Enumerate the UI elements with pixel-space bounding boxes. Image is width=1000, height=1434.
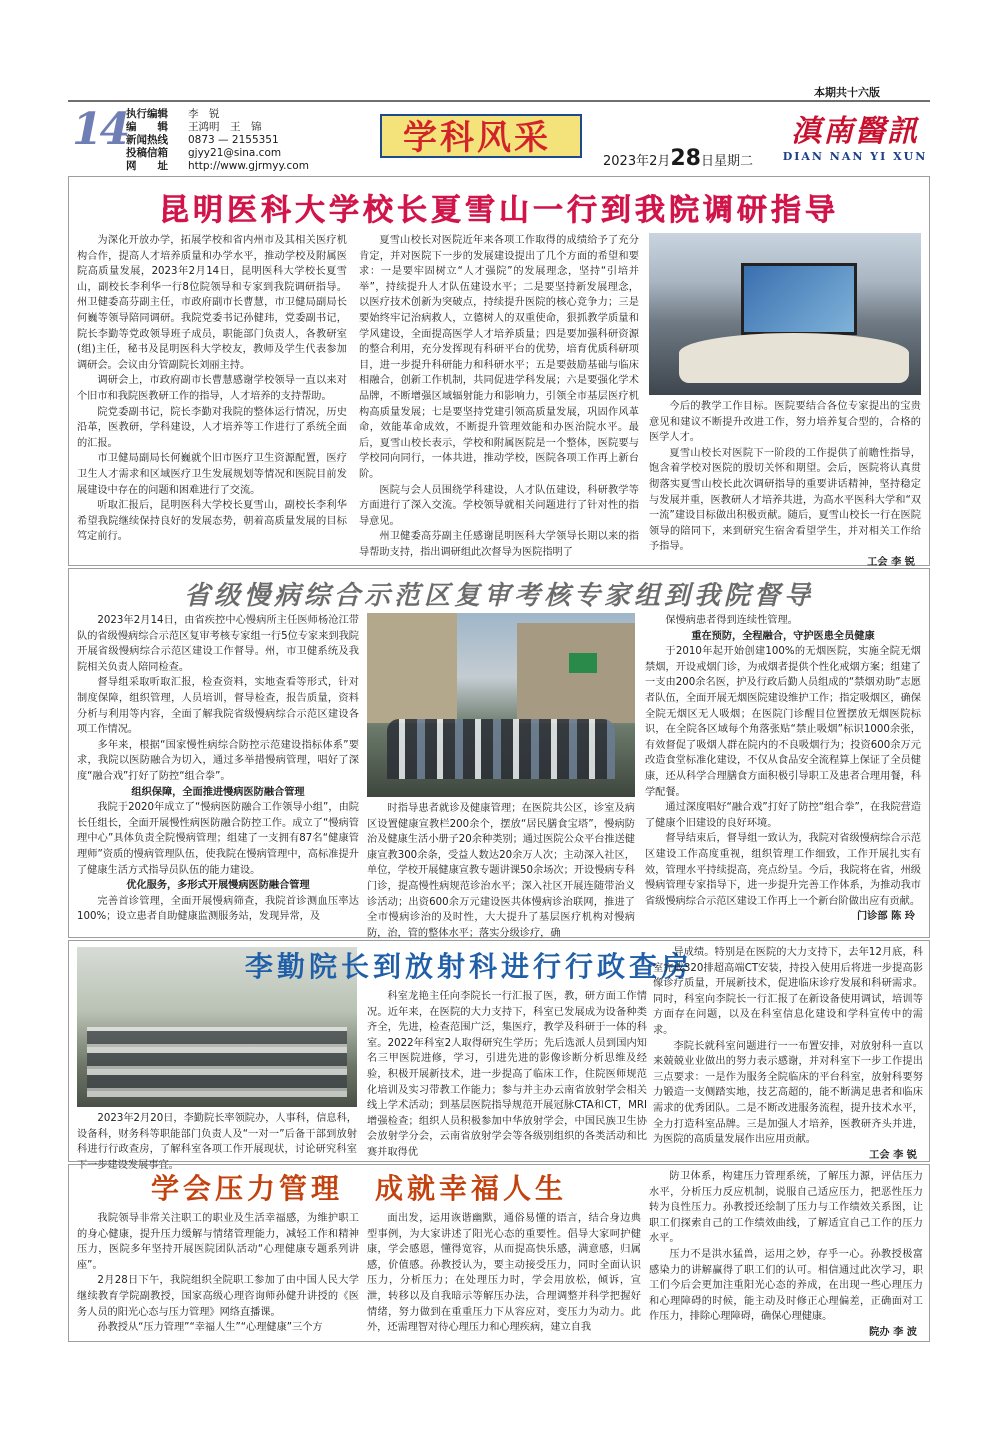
editor-value: 李 锐 [188,108,220,120]
paragraph: 压力不是洪水猛兽，运用之妙，存乎一心。孙教授极富感染力的讲解赢得了职工们的认可。相信通过此次学习，职工们今后会更加注重阳光心态的养成，在出现一些心理压力和心理障碍的时候，能主动及时修正心理偏差，正确面对工作压力，排除心理障碍，确保心理健康。 [649,1248,923,1323]
paragraph: 完善首诊管理，全面开展慢病筛查，我院首诊测血压率达100%；设立患者自助健康监测服务站，发现异常，及 [77,895,359,923]
article-column [649,399,921,568]
subheading: 组织保障，全面推进慢病医防融合管理 [131,786,305,798]
paragraph: 院党委副书记，院长李勤对我院的整体运行情况，历史沿革，医教研，学科建设，人才培养等工作进行了系统全面的汇报。 [77,406,347,449]
column-title-box [372,112,582,162]
building [517,623,635,723]
article-column [77,1211,359,1339]
paragraph: 多年来，根据“国家慢性病综合防控示范建设指标体系”要求，我院以医防融合为切入，通过多举措慢病管理，唱好了深度“融合戏”打好了防控“组合拳”。 [77,739,359,782]
editor-credits [126,108,309,173]
article-column [367,1211,641,1339]
building [367,613,457,723]
article-column [359,233,639,563]
date-prefix: 2023年2月 [603,154,671,169]
photo-caption [77,1111,357,1171]
masthead-logo [780,106,930,163]
article-headline: 学会压力管理 成就幸福人生 [150,1172,567,1205]
paragraph: 通过深度唱好“融合戏”打好了防控“组合拳”，在我院营造了健康个旧建设的良好环境。 [645,802,921,829]
website-link[interactable]: http://www.gjrmyy.com [188,160,309,172]
green-sign [569,653,597,673]
email-label: 投稿信箱 [126,147,168,159]
article-column [77,613,359,935]
article-radiology-rounds [68,940,930,1171]
date-suffix: 日星期二 [700,154,753,169]
conference-table [679,333,909,383]
paragraph: 孙教授从“压力管理”“幸福人生”“心理健康”三个方 [97,1322,323,1334]
subheading: 优化服务，多形式开展慢病医防融合管理 [126,880,310,892]
website-label: 网 址 [126,160,168,172]
paragraph: 听取汇报后，昆明医科大学校长夏雪山，副校长李利华希望我院继续保持良好的发展态势，朝着高质量发展的目标笃定前行。 [77,500,347,543]
paragraph: 市卫健局副局长何巍就个旧市医疗卫生资源配置，医疗卫生人才需求和区域医疗卫生发展规划等情况和医院目前发展建设中存在的问题和困难进行了交流。 [77,453,347,496]
hotline-label: 新闻热线 [126,134,168,146]
paragraph: 2月28日下午，我院组织全院职工参加了由中国人民大学继续教育学院副教授，国家高级心理咨询师孙健升讲授的《医务人员的阳光心态与压力管理》网络直播课。 [77,1275,359,1318]
paragraph: 州卫健委高芬副主任感谢昆明医科大学领导长期以来的指导帮助支持，指出调研组此次督导为医院指明了 [359,531,639,558]
paragraph: 科室龙艳主任向李院长一行汇报了医，教，研方面工作情况。近年来，在医院的大力支持下，科室已发展成为设备种类齐全，先进，检查范围广泛，集医疗，教学及科研于一体的科室。2022年科室2人取得研究生学历；先后选派人员到国内知名三甲医院进修，学习，引进先进的影像诊断分析思维及经验，积极开展新技术，进一步提高了临床工作，住院医师规范化培训及实习带教工作能力；参与并主办云南省放射学会相关线上学术活动；到基层医院指导规范开展冠脉CTA和CT，MRI增强检查；组织人员积极参加中华放射学会，中国民族卫生协会放射学分会，云南省放射学会等各级别组织的各类活动和比赛并取得优 [367,991,647,1158]
masthead-pinyin: DIAN NAN YI XUN [782,150,928,163]
paragraph: 李院长就科室问题进行一一布置安排，对放射科一直以来兢兢业业做出的努力表示感谢，并对科室下一步工作提出三点要求：一是作为服务全院临床的平台科室，放射科要努力锻造一支侧踏实地，技艺高超的，能不断满足患者和临床需求的优秀团队。二是不断改进服务流程，提升技术水平，全力打造科室品牌。三是加强人才培养，医教研齐头并进，为医院的高质量发展作出应用贡献。 [653,1040,923,1146]
date-day: 28 [670,146,701,171]
editor-label: 编 辑 [126,121,168,133]
paragraph: 今后的教学工作目标。医院要结合各位专家提出的宝贵意见和建议不断提升改进工作，努力培养复合型的，合格的医学人才。 [649,401,921,444]
paragraph: 我院领导非常关注职工的职业及生活幸福感，为维护职工的身心健康，提升压力缓解与情绪管理能力，减轻工作和精神压力，医院多年坚持开展医院团队活动“心理健康专题系列讲座”。 [77,1213,359,1271]
byline: 工会 李 锐 [869,1149,917,1161]
paragraph: 保慢病患者得到连续性管理。 [665,615,798,626]
email-value[interactable]: gjyy21@sina.com [188,147,282,159]
article-column [367,989,647,1159]
projection-screen [741,263,857,335]
article-column [367,801,635,939]
paragraph: 面出发，运用诙谐幽默，通俗易懂的语言，结合身边典型事例，为大家讲述了阳光心态的重要性。倡导大家呵护健康，学会感恩，懂得宽容，从而提高快乐感，满意感，归属感，价值感。孙教授认为，要主动接受压力，同时全面认识压力，分析压力；在处理压力时，学会用放松，倾诉，宣泄，转移以及自我暗示等解压办法，合理调整并科学把握好情绪，努力做到在重重压力下从容应对，变压力为动力。此外，还需理智对待心理压力和心理疾病，建立自我 [367,1213,641,1334]
hotline-value: 0873 — 2155351 [188,134,279,146]
paragraph: 夏雪山校长对医院下一阶段的工作提供了前瞻性指导，饱含着学校对医院的殷切关怀和期望。会后，医院将认真贯彻落实夏雪山校长此次调研指导的重要讲话精神，坚持稳定与发展并重，医教研人才培养共进，为高水平医科大学和“双一流”建设目标做出积极贡献。随后，夏雪山校长一行在医院领导的陪同下，来到研究生宿舍看望学生，并对相关工作给予指导。 [649,447,921,553]
meeting-photo [649,233,921,395]
byline: 院办 李 波 [869,1326,917,1338]
article-column [645,613,921,935]
byline: 工会 李 锐 [867,556,915,568]
paragraph: 时指导患者就诊及健康管理；在医院共公区，诊室及病区设置健康宣教栏200余个，摆放“居民膳食宝塔”，慢病防治及健康生活小册子20余种类别；通过医院公众平台推送健康宣教300余条，受益人数达20余万人次；主动深入社区，单位，学校开展健康宣教专题讲课50余场次；开设慢病专科门诊，提高慢性病规范诊治水平；深入社区开展连随带治义诊活动；出资600余万元建设医共体慢病诊治联网，推进了全市慢病诊治的及时性，大大提升了基层医疗机构对慢病防，治，管的整体水平；落实分级诊疗，确 [367,803,635,939]
editor-label: 执行编辑 [126,108,168,120]
paragraph: 督导组采取听取汇报，检查资料，实地查看等形式，针对制度保障，组织管理，人员培训，督导检查，报告质量，资料分析与利用等内容，全面了解我院省级慢病综合示范区建设各项工作情况。 [77,677,359,736]
article-headline: 李勤院长到放射科进行行政查房 [244,950,693,983]
paragraph: 于2010年起开始创建100%的无烟医院，实施全院无烟禁烟，开设戒烟门诊，为戒烟者提供个性化戒烟方案；组建了一支由200余名医，护及行政后勤人员组成的“禁烟劝助”志愿者队伍，全面开展无烟医院建设维护工作；指定吸烟区，确保全院无烟区无人吸烟；在医院门诊醒目位置摆放无烟医院标识，在全院各区域每个角落张贴“禁止吸烟”标识1000余张，有效督促了吸烟人群在院内的不良吸烟行为；投资600余万元改造食堂标准化建设，不仅从食品安全流程算上保证了全员健康，还从科学合理膳食方面积极引导职工及患者合理用餐，科学配餐。 [645,646,921,798]
paragraph: 督导结束后，督导组一致认为，我院对省级慢病综合示范区建设工作高度重视，组织管理工作细致，工作开展扎实有效，管理水平持续提高，亮点纷呈。今后，我院将在省，州级慢病管理专家指导下，进一步提升完善工作体系，为推动我市省级慢病综合示范区建设工作再上一个新台阶做出应有贡献。 [645,833,921,907]
article-chronic-disease [68,568,930,938]
paragraph: 防卫体系，构建压力管理系统，了解压力源，评估压力水平，分析压力反应机制，说服自己适应压力，把恶性压力转为良性压力。孙教授还绘制了压力与工作绩效关系图，让职工们探索自己的工作绩效曲线，了解适宜自己工作的压力水平。 [649,1171,923,1245]
byline: 门诊部 陈 玲 [856,911,915,923]
paragraph: 2023年2月20日，李勤院长率领院办，人事科，信息科，设备科，财务科等职能部门负责人及“一对一”后备干部到放射科进行行政查房，了解科室各项工作开展现状，讨论研究科室下一步建设发展事宜。 [77,1113,357,1171]
paragraph: 2023年2月14日，由省疾控中心慢病所主任医师杨沧江带队的省级慢病综合示范区复审考核专家组一行5位专家来到我院开展省级慢病综合示范区建设工作督导。州，市卫健系统及我院相关负责人陪同检查。 [77,615,359,673]
paragraph: 夏雪山校长对医院近年来各项工作取得的成绩给予了充分肯定，并对医院下一步的发展建设提出了几个方面的希望和要求：一是要牢固树立“人才强院”的发展理念，坚持“引培并举”，持续提升人才队伍建设水平；二是要坚持新发展理念，以医疗技术创新为突破点，持续提升医院的核心竞争力；三是要始终牢记治病救人，立德树人的双重使命，狠抓教学质量和学风建设，全面提高医学人才培养质量；四是要加强科研资源的整合利用，充分发挥现有科研平台的优势，培育优质科研项目，进一步提升科研能力和科研水平；五是要鼓励基础与临床相融合，创新工作机制，共同促进学科发展；六是要强化学术品牌，不断增强区域辐射能力和影响力，引领全市基层医疗机构高质量发展；七是要坚持党建引领高质量发展，巩固作风革命，效能革命成效，不断提升管理效能和办医治院水平。最后，夏雪山校长表示，学校和附属医院是一个整体，医院要与学校同向同行，一体共进，推动学校，医院各项工作再上新台阶。 [359,235,639,480]
issue-date [603,146,753,171]
paragraph: 为深化开放办学，拓展学校和省内州市及其相关医疗机构合作，提高人才培养质量和办学水平，推动学校及附属医院高质量发展，2023年2月14日，昆明医科大学校长夏雪山，副校长李利华一行8位院领导和专家到我院调研指导。州卫健委高芬副主任，市政府副市长曹慧，市卫健局副局长何巍等领导陪同调研。我院党委书记孙健玮，党委副书记，院长李勤等党政领导班子成员，职能部门负责人，各教研室(组)主任，秘书及昆明医科大学校友，教师及学生代表参加调研会。会议由分管副院长刘丽主持。 [77,235,347,371]
seated-attendees [87,1027,347,1097]
paragraph: 调研会上，市政府副市长曹慧感谢学校领导一直以来对个旧市和我院医教研工作的指导，人才培养的支持帮助。 [77,375,347,402]
page-header [68,100,930,176]
article-stress-management [68,1164,930,1342]
issue-count: 本期共十六版 [814,86,880,99]
page-number: 14 [72,104,128,155]
article-column [77,233,347,563]
paragraph: 我院于2020年成立了“慢病医防融合工作领导小组”，由院长任组长，全面开展慢性病医防融合防控工作。成立了“慢病管理中心”具体负责全院慢病管理；组建了一支拥有87名“健康管理师”资质的慢病管理队伍，使我院在慢病管理中，高标准提升了健康生活方式指导员队伍的能力建设。 [77,802,359,876]
article-headline: 昆明医科大学校长夏雪山一行到我院调研指导 [159,193,839,228]
article-university-visit [68,176,930,566]
paragraph: 医院与会人员围绕学科建设，人才队伍建设，科研教学等方面进行了深入交流。学校领导就相关问题进行了针对性的指导意见。 [359,484,639,527]
editor-value: 王鸿明 王 锦 [188,121,262,133]
column-title: 学科风采 [403,118,551,158]
article-headline: 省级慢病综合示范区复审考核专家组到我院督导 [183,581,814,611]
article-column [653,945,923,1159]
masthead-title: 滇南醫訊 [791,114,919,149]
article-column [649,1169,923,1339]
subheading: 重在预防，全程融合，守护医患全员健康 [691,630,875,642]
group-of-people [387,719,615,779]
paragraph: 异成绩。特别是在医院的大力支持下，去年12月底，科室完成320排超高端CT安装，持投入使用后将进一步提高影像诊疗质量，开展新技术，促进临床诊疗发展和科研需求。同时，科室向李院长一行汇报了在新设备使用调试，培训等方面存在问题，以及在科室信息化建设和学科宣传中的需求。 [653,947,923,1036]
inspection-photo [367,613,635,797]
